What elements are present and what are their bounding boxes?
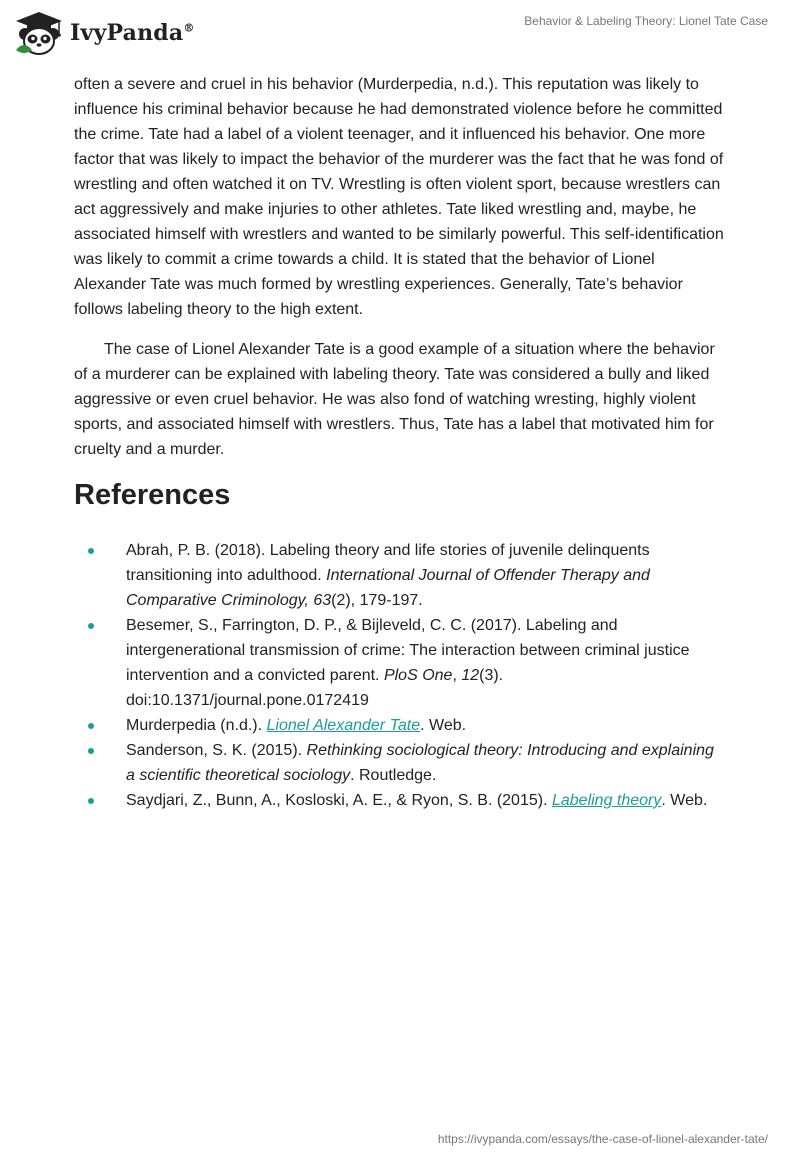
reference-item: Abrah, P. B. (2018). Labeling theory and life stories of juvenile delinquents transitioning into adulthood. International Journal of Offender Therapy and Comparative Criminology, 63(2), 179-197.	[74, 538, 726, 613]
reference-item: Sanderson, S. K. (2015). Rethinking sociological theory: Introducing and explaining a scientific theoretical sociology. Routledge.	[74, 738, 726, 788]
footer-url: https://ivypanda.com/essays/the-case-of-lionel-alexander-tate/	[437, 1132, 768, 1146]
bullet-dot-icon	[88, 723, 94, 729]
bullet-dot-icon	[88, 548, 94, 554]
references-heading: References	[74, 479, 231, 511]
bullet-dot-icon	[88, 798, 94, 804]
reference-item: Besemer, S., Farrington, D. P., & Bijleveld, C. C. (2017). Labeling and intergenerational transmission of crime: The interaction between criminal justice intervention and a convicted parent. PloS One, 12(3). doi:10.1371/journal.pone.0172419	[74, 613, 726, 713]
references-list	[74, 538, 726, 813]
reference-link-lionel-alexander-tate[interactable]: Lionel Alexander Tate	[266, 717, 421, 734]
reference-link-labeling-theory[interactable]: Labeling theory	[551, 792, 662, 809]
document-title: Behavior & Labeling Theory: Lionel Tate Case	[524, 14, 768, 28]
page-header	[0, 0, 800, 66]
bullet-dot-icon	[88, 623, 94, 629]
bullet-dot-icon	[88, 748, 94, 754]
ivypanda-logo[interactable]	[14, 8, 195, 58]
body-paragraph: The case of Lionel Alexander Tate is a good example of a situation where the behavior of a murderer can be explained with labeling theory. Tate was considered a bully and liked aggressive or even cruel behavior. He was also fond of watching wresting, highly violent sports, and associated himself with wrestlers. Thus, Tate has a label that motivated him for cruelty and a murder.	[74, 341, 715, 458]
logo-text: IvyPanda®	[70, 20, 195, 46]
reference-item: Saydjari, Z., Bunn, A., Kosloski, A. E., & Ryon, S. B. (2015). Labeling theory. Web.	[74, 788, 726, 813]
panda-graduate-icon	[14, 10, 64, 56]
body-paragraph: often a severe and cruel in his behavior (Murderpedia, n.d.). This reputation was likely to influence his criminal behavior because he had demonstrated violence before he committed the crime. Tate had a label of a violent teenager, and it influenced his behavior. One more factor that was likely to impact the behavior of the murderer was the fact that he was fond of wrestling and often watched it on TV. Wrestling is often violent sport, because wrestlers can act aggressively and make injuries to other athletes. Tate liked wrestling and, maybe, he associated himself with wrestlers and wanted to be similarly powerful. This self-identification was likely to commit a crime towards a child. It is stated that the behavior of Lionel Alexander Tate was much formed by wrestling experiences. Generally, Tate’s behavior follows labeling theory to the high extent.	[74, 76, 724, 318]
reference-item: Murderpedia (n.d.). Lionel Alexander Tate. Web.	[74, 713, 726, 738]
essay-content	[74, 72, 726, 813]
